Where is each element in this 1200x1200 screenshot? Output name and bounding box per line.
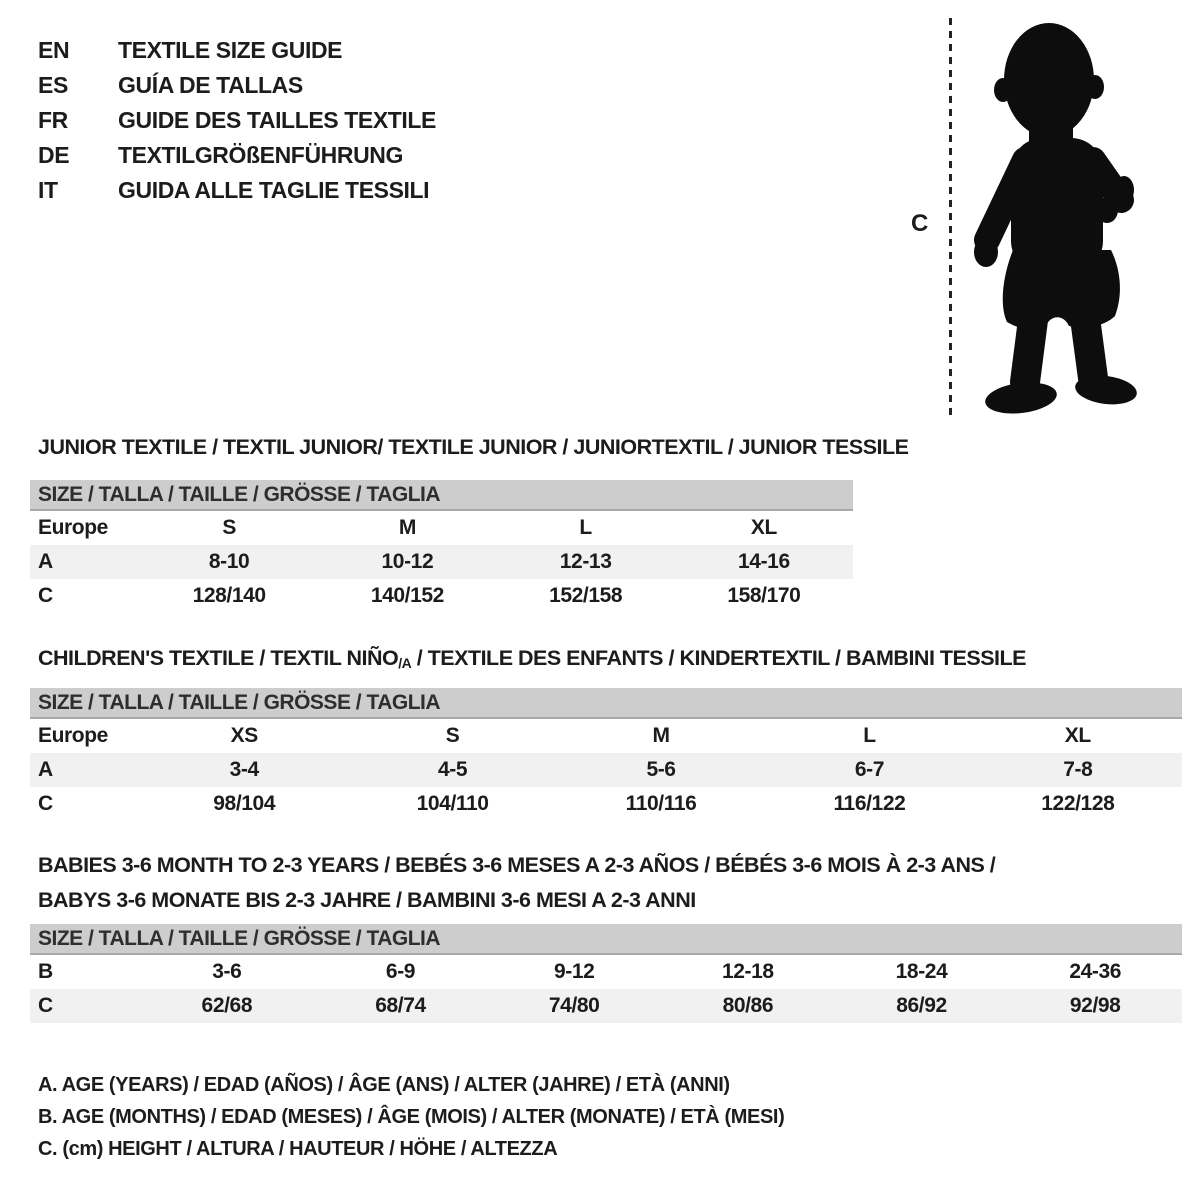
value-cell: 104/110 <box>416 792 489 815</box>
legend-line-a: A. AGE (YEARS) / EDAD (AÑOS) / ÂGE (ANS) / ALTER (JAHRE) / ETÀ (ANNI) <box>38 1074 730 1096</box>
value-cell: 10-12 <box>381 550 434 573</box>
babies-section-title <box>38 848 995 918</box>
children-title-text: CHILDREN'S TEXTILE / TEXTIL NIÑO <box>38 646 399 670</box>
children-title-text: / TEXTILE DES ENFANTS / KINDERTEXTIL / BAMBINI TESSILE <box>411 646 1026 670</box>
value-cell: 9-12 <box>553 960 595 983</box>
value-cell: 122/128 <box>1041 792 1115 815</box>
measurement-legend <box>38 1069 784 1165</box>
language-row <box>38 173 436 208</box>
legend-line-b: B. AGE (MONTHS) / EDAD (MESES) / ÂGE (MOIS) / ALTER (MONATE) / ETÀ (MESI) <box>38 1106 785 1128</box>
value-cell: 14-16 <box>738 550 790 573</box>
value-cell: 98/104 <box>213 792 276 815</box>
size-cell: L <box>863 724 876 747</box>
value-cell: 18-24 <box>895 960 948 983</box>
language-row <box>38 103 436 138</box>
size-cell: XS <box>230 724 258 747</box>
value-cell: 74/80 <box>548 994 600 1017</box>
value-cell: 80/86 <box>722 994 774 1017</box>
row-label: Europe <box>38 516 108 539</box>
value-cell: 158/170 <box>727 584 801 607</box>
language-title-list <box>38 33 436 208</box>
row-label: B <box>38 960 53 983</box>
babies-title-line2: BABYS 3-6 MONATE BIS 2-3 JAHRE / BAMBINI 3-6 MESI A 2-3 ANNI <box>38 888 696 912</box>
value-cell: 3-4 <box>229 758 259 781</box>
height-dashed-line <box>949 18 952 418</box>
children-size-table <box>30 688 1182 821</box>
children-section-title <box>38 641 1026 681</box>
language-row <box>38 68 436 103</box>
value-cell: 92/98 <box>1069 994 1121 1017</box>
value-cell: 5-6 <box>646 758 676 781</box>
table-row-age <box>30 545 853 579</box>
language-row <box>38 33 436 68</box>
value-cell: 110/116 <box>625 792 697 815</box>
value-cell: 3-6 <box>212 960 242 983</box>
size-cell: M <box>652 724 670 747</box>
size-header-bar: SIZE / TALLA / TAILLE / GRÖSSE / TAGLIA <box>30 924 1182 955</box>
value-cell: 7-8 <box>1063 758 1093 781</box>
table-row-age-months <box>30 955 1182 989</box>
children-title-subscript: /A <box>398 655 412 671</box>
value-cell: 62/68 <box>201 994 253 1017</box>
language-title: GUIDA ALLE TAGLIE TESSILI <box>118 177 430 203</box>
row-label: C <box>38 584 53 607</box>
size-cell: L <box>579 516 592 539</box>
size-cell: M <box>398 516 416 539</box>
size-cell: XL <box>1064 724 1091 747</box>
language-code: EN <box>38 37 70 63</box>
language-code: IT <box>38 177 58 203</box>
row-label: A <box>38 758 53 781</box>
value-cell: 4-5 <box>438 758 468 781</box>
value-cell: 128/140 <box>192 584 266 607</box>
size-header-bar: SIZE / TALLA / TAILLE / GRÖSSE / TAGLIA <box>30 688 1182 719</box>
value-cell: 152/158 <box>549 584 623 607</box>
language-code: FR <box>38 107 68 133</box>
table-row-height <box>30 579 853 613</box>
value-cell: 116/122 <box>833 792 906 815</box>
table-row-height <box>30 787 1182 821</box>
language-title: TEXTILE SIZE GUIDE <box>118 37 343 63</box>
size-cell: S <box>222 516 236 539</box>
junior-size-table <box>30 480 853 613</box>
value-cell: 86/92 <box>896 994 947 1017</box>
language-code: DE <box>38 142 70 168</box>
language-title: GUIDE DES TAILLES TEXTILE <box>118 107 436 133</box>
size-header-bar: SIZE / TALLA / TAILLE / GRÖSSE / TAGLIA <box>30 480 853 511</box>
legend-line-c: C. (cm) HEIGHT / ALTURA / HAUTEUR / HÖHE / ALTEZZA <box>38 1138 558 1160</box>
table-row-europe <box>30 719 1182 753</box>
value-cell: 68/74 <box>375 994 426 1017</box>
junior-section-title: JUNIOR TEXTILE / TEXTIL JUNIOR/ TEXTILE JUNIOR / JUNIORTEXTIL / JUNIOR TESSILE <box>38 435 909 459</box>
size-cell: S <box>445 724 460 747</box>
value-cell: 12-18 <box>721 960 774 983</box>
row-label: A <box>38 550 53 573</box>
height-measure-label: C <box>911 210 928 237</box>
size-cell: XL <box>750 516 777 539</box>
value-cell: 12-13 <box>559 550 612 573</box>
table-row-age <box>30 753 1182 787</box>
babies-title-line1: BABIES 3-6 MONTH TO 2-3 YEARS / BEBÉS 3-6 MESES A 2-3 AÑOS / BÉBÉS 3-6 MOIS À 2-3 ANS / <box>38 853 996 877</box>
row-label: C <box>38 792 53 815</box>
table-row-europe <box>30 511 853 545</box>
value-cell: 8-10 <box>208 550 250 573</box>
row-label: Europe <box>38 724 108 747</box>
value-cell: 6-7 <box>854 758 884 781</box>
babies-size-table <box>30 924 1182 1023</box>
value-cell: 24-36 <box>1069 960 1122 983</box>
value-cell: 140/152 <box>370 584 444 607</box>
language-title: TEXTILGRÖßENFÜHRUNG <box>118 142 403 168</box>
value-cell: 6-9 <box>385 960 416 983</box>
table-row-height <box>30 989 1182 1023</box>
language-row <box>38 138 436 173</box>
row-label: C <box>38 994 53 1017</box>
language-title: GUÍA DE TALLAS <box>118 72 303 98</box>
toddler-silhouette-icon <box>973 20 1138 420</box>
language-code: ES <box>38 72 68 98</box>
